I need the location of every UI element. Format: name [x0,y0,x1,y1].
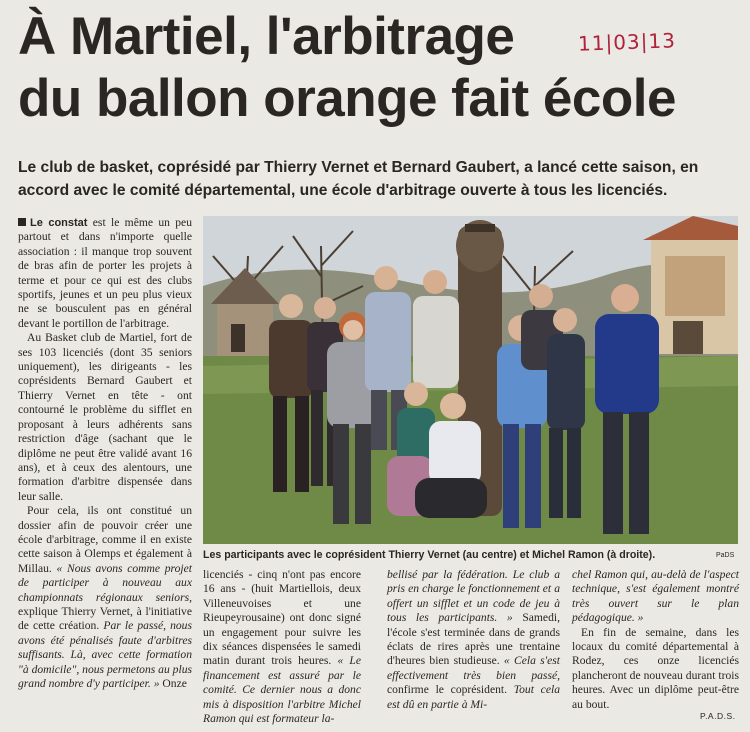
paragraph-constat [18,216,192,331]
photo-credit: PaDS [716,552,735,559]
photo-caption: Les participants avec le coprésident Thierry Vernet (au centre) et Michel Ramon (à droite). [203,549,656,561]
quote: Tout cela est dû en partie à Mi- [387,683,560,711]
column-3 [387,568,560,712]
column-2 [203,568,361,726]
handwritten-date: 11|03|13 [577,28,677,56]
quote: « Le financement est assuré par le comité. Ce dernier nous a donc mis à disposition l'arbitre Michel Ramon qui est formateur la- [203,654,361,726]
headline [18,6,738,130]
headline-line-2: du ballon orange fait école [18,69,676,128]
headline-line-1: À Martiel, l'arbitrage [18,7,515,66]
paragraph-text: Pour cela, ils ont constitué un dossier afin de pouvoir créer une école d'arbitrage, comme il en existe cette saison à Olemps et également à Millau. [18,504,192,575]
paragraph-rodez: En fin de semaine, dans les locaux du comité départemental à Rodez, ces onze licenciés plancheront de nouveau durant trois heures. Avec un diplôme peut-être au bout. [572,625,739,711]
quote: « Nous avons comme projet de participer à nouveau aux championnats régionaux seniors, [18,561,193,604]
quote: Par le passé, nous avons été pénalisés faute d'arbitres suffisants. Là, avec cette formation "à domicile", nous permetons au plus grand nombre d'y participer. » [18,619,192,690]
paragraph-text: explique Thierry Vernet, à l'initiative de cette création. [18,604,192,633]
agency-signature: P.A.D.S. [700,711,736,721]
quote: « Cela s'est effectivement très bien passé, [387,654,560,682]
paragraph-licencies [203,568,361,726]
paragraph-text: est le même un peu partout et dans n'importe quelle association : il manque trop souvent de bras afin de porter les projets à terme et pour ce qui est des clubs sportifs, jeunes et un peu plus vieux ne se bousculent pas en général devant le portillon de l'arbitrage. [18,216,192,330]
group-photo-illustration [203,216,738,544]
paragraph-text: Samedi, l'école s'est terminée dans de grands éclats de rires après une trentaine d'heures bien studieuse. [387,611,560,668]
column-1 [18,216,192,691]
column-4 [572,568,739,712]
paragraph-text: confirme le coprésident. [387,683,508,697]
lead-word: Le constat [30,217,88,229]
quote: bellisé par la fédération. Le club a pris en charge le fonctionnement et a offert un sifflet et un code de jeu à tous les participants. » [387,568,560,625]
article-photo [203,216,738,544]
paragraph-federation [387,568,560,712]
paragraph-text: Onze [162,677,187,690]
paragraph-text: licenciés - cinq n'ont pas encore 16 ans - (huit Martiellois, deux Villeneuvoises et une Rieupeyrousaine) ont donc signé un engagement pour suivre les dix séances dispensées le samedi matin durant trois heures. [203,568,361,668]
lede: Le club de basket, coprésidé par Thierry Vernet et Bernard Gaubert, a lancé cette saison, en accord avec le comité départemental, une école d'arbitrage ouverte à tous les licenciés. [18,159,699,199]
square-bullet-icon [18,218,26,226]
paragraph-ramon: chel Ramon qui, au-delà de l'aspect technique, s'est également montré très ouvert sur le plan pédagogique. » [572,568,739,625]
paragraph-club: Au Basket club de Martiel, fort de ses 103 licenciés (dont 35 seniors uniquement), les dirigeants - les coprésidents Bernard Gaubert et Thierry Vernet en tête - ont contourné le problème du sifflet en proposant à leurs adhérents sans restriction d'âge (sachant que le diplôme ne peut être validé avant 16 ans), et à ceux des alentours, une formation d'arbitre dispensée dans leur salle. [18,331,192,503]
paragraph-dossier [18,504,192,691]
